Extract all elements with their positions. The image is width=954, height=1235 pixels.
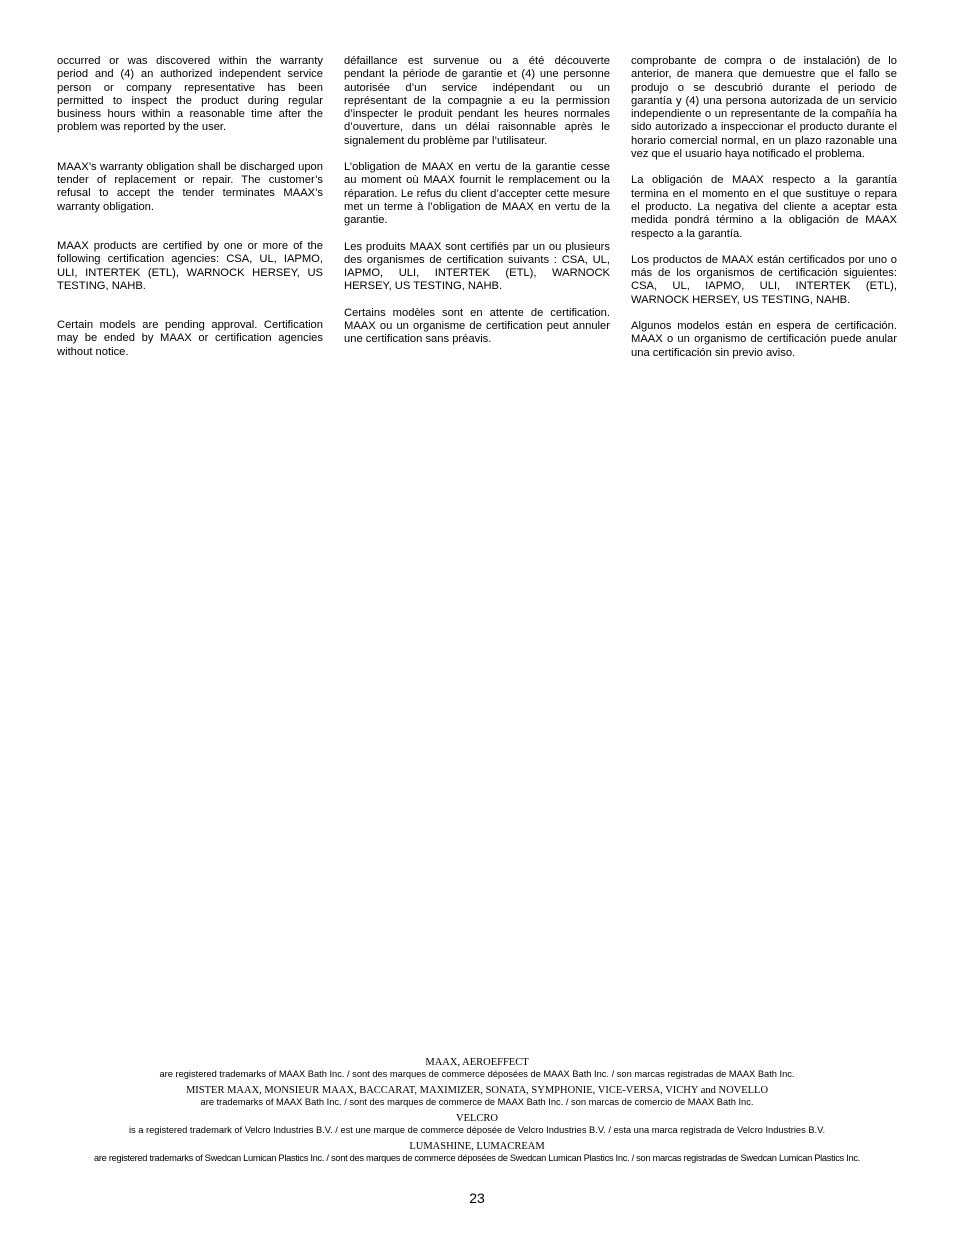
certification-agencies-paragraph: MAAX products are certified by one or more of the following certification agencies: CSA, UL, IAPMO, ULI, INTERTEK (ETL), WARNOCK HERSEY, US TESTING, NAHB. [57,239,323,292]
trademark-description: are registered trademarks of MAAX Bath Inc. / sont des marques de commerce déposées de MAAX Bath Inc. / son marcas registradas de MAAX Bath Inc. [159,1069,795,1079]
trademark-names: MISTER MAAX, MONSIEUR MAAX, BACCARAT, MAXIMIZER, SONATA, SYMPHONIE, VICE-VERSA, VICHY and NOVELLO [185,1085,769,1096]
warranty-discharge-paragraph: La obligación de MAAX respecto a la garantía termina en el momento en el que sustituye o repara el producto. La negativa del cliente a aceptar esta medida pondrá término a la obligación de MAAX respecto a la garantía. [631,174,897,240]
spanish-column [631,55,897,360]
trademark-notices [0,1057,954,1169]
trademark-notice [0,1113,954,1136]
warranty-discharge-paragraph: MAAX’s warranty obligation shall be discharged upon tender of replacement or repair. The customer’s refusal to accept the tender terminates MAAX’s warranty obligation. [57,160,323,213]
trademark-description: are trademarks of MAAX Bath Inc. / sont des marques de commerce de MAAX Bath Inc. / son marcas de comercio de MAAX Bath Inc. [200,1097,754,1107]
pending-approval-paragraph: Algunos modelos están en espera de certificación. MAAX o un organismo de certificación puede anular una certificación sin previo aviso. [631,320,897,359]
warranty-discharge-paragraph: L’obligation de MAAX en vertu de la garantie cesse au moment où MAAX fournit le remplacement ou la réparation. Le refus du client d’accepter cette mesure met un terme à l’obligation de MAAX en vertu de la garantie. [344,161,610,227]
trademark-names: LUMASHINE, LUMACREAM [409,1141,545,1152]
page-number: 23 [469,1190,485,1206]
warranty-inspection-paragraph: défaillance est survenue ou a été découverte pendant la période de garantie et (4) une personne autorisée d’un service indépendant ou un représentant de la compagnie a eu la permission d’inspecter le produit pendant les heures normales d’ouverture, dans un délai raisonnable après le signalement du problème par l’utilisateur. [344,55,610,147]
trademark-notice [0,1057,954,1080]
trademark-description: is a registered trademark of Velcro Industries B.V. / est une marque de commerce déposée de Velcro Industries B.V. / esta una marca registrada de Velcro Industries B.V. [128,1125,826,1135]
trademark-notice [0,1141,954,1164]
certification-agencies-paragraph: Les produits MAAX sont certifiés par un ou plusieurs des organismes de certification suivants : CSA, UL, IAPMO, ULI, INTERTEK (ETL), WARNOCK HERSEY, US TESTING, NAHB. [344,240,610,293]
trademark-notice [0,1085,954,1108]
french-column [344,55,610,347]
trademark-description: are registered trademarks of Swedcan Lumican Plastics Inc. / sont des marques de commerce déposées de Swedcan Lumican Plastics Inc. / son marcas registradas de Swedcan Lumican Plastics Inc. [94,1153,860,1163]
certification-agencies-paragraph: Los productos de MAAX están certificados por uno o más de los organismos de certificación siguientes: CSA, UL, IAPMO, ULI, INTERTEK (ETL), WARNOCK HERSEY, US TESTING, NAHB. [631,253,897,306]
trademark-names: VELCRO [456,1113,498,1124]
english-column [57,55,323,359]
pending-approval-paragraph: Certains modèles sont en attente de certification. MAAX ou un organisme de certification peut annuler une certification sans préavis. [344,306,610,346]
pending-approval-paragraph: Certain models are pending approval. Certification may be ended by MAAX or certification agencies without notice. [57,319,323,358]
trademark-names: MAAX, AEROEFFECT [425,1057,529,1068]
warranty-inspection-paragraph: occurred or was discovered within the warranty period and (4) an authorized independent service person or company representative has been permitted to inspect the product during regular business hours within a reasonable time after the problem was reported by the user. [57,55,323,134]
warranty-inspection-paragraph: comprobante de compra o de instalación) de lo anterior, de manera que demuestre que el fallo se produjo o se descubrió durante el periodo de garantía y (4) una persona autorizada de un servicio independiente o un representante de la compañía ha sido autorizado a inspeccionar el producto durante el horario comercial normal, en un plazo razonable una vez que el usuario haya notificado el problema. [631,55,897,161]
